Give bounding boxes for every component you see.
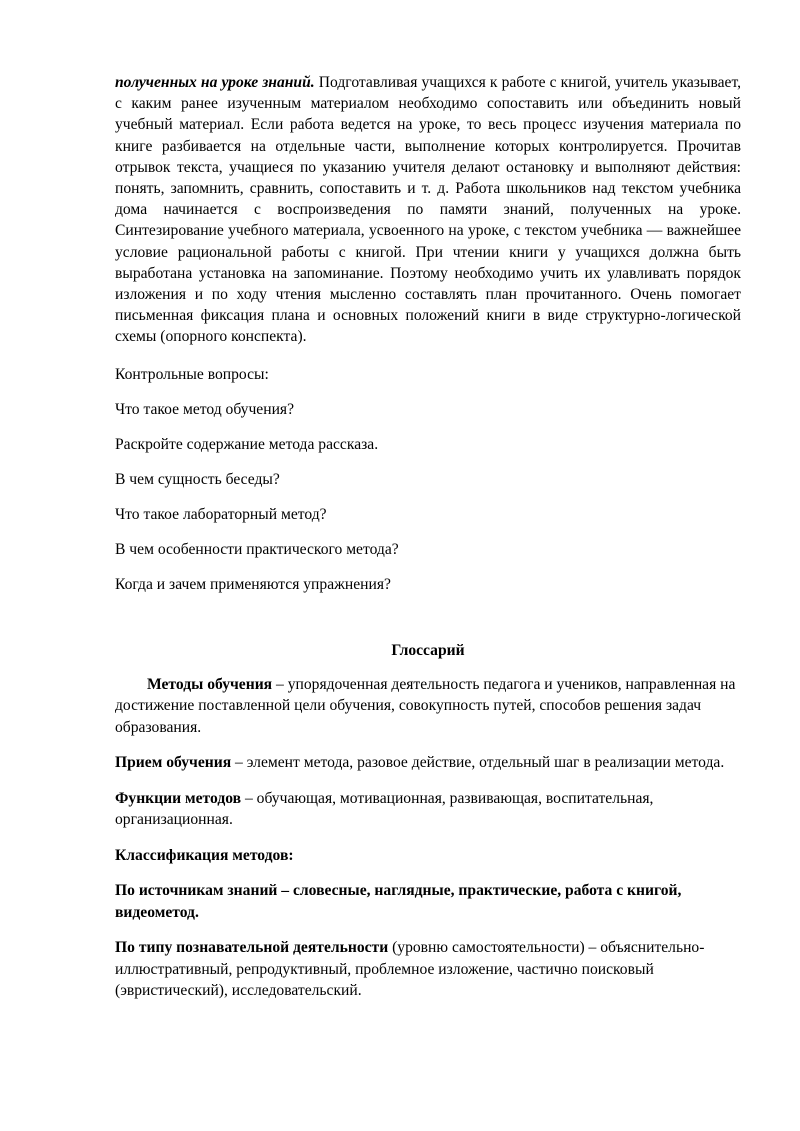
- document-page: [115, 72, 741, 1002]
- glossary-entry: [115, 937, 741, 1002]
- question-item: В чем особенности практического метода?: [115, 540, 399, 558]
- question-item: Что такое метод обучения?: [115, 400, 295, 418]
- glossary-term: По источникам знаний – словесные, наглядные, практические, работа с книгой, видеометод.: [115, 882, 682, 921]
- intro-paragraph: [115, 72, 741, 348]
- glossary-term: Классификация методов:: [115, 846, 294, 864]
- questions-title: Контрольные вопросы:: [115, 365, 269, 383]
- intro-body-text: Подготавливая учащихся к работе с книгой, учитель указывает, с каким ранее изученным материалом необходимо сопоставить или объединить новый учебный материал. Если работа ведется на уроке, то весь процесс изучения материала по книге разбивается на отдельные части, выполнение которых контролируется. Прочитав отрывок текста, учащиеся по указанию учителя делают остановку и выполняют действия: понять, запомнить, сравнить, сопоставить и т. д. Работа школьников над текстом учебника дома начинается с воспроизведения по памяти знаний, полученных на уроке. Синтезирование учебного материала, усвоенного на уроке, с текстом учебника — важнейшее условие рациональной работы с книгой. При чтении книги у учащихся должна быть выработана установка на запоминание. Поэтому необходимо учить их улавливать порядок изложения и по ходу чтения мысленно составлять план прочитанного. Очень помогает письменная фиксация плана и основных положений книги в виде структурно-логической схемы (опорного конспекта).: [115, 74, 741, 346]
- glossary-title: Глоссарий: [391, 641, 465, 659]
- glossary-term: По типу познавательной деятельности: [115, 939, 389, 957]
- glossary-term: Методы обучения: [147, 675, 273, 693]
- glossary-entry: [115, 880, 741, 923]
- question-item: В чем сущность беседы?: [115, 470, 280, 488]
- glossary-definition: – упорядоченная деятельность педагога и учеников, направленная на достижение поставленной цели обучения, совокупность путей, способов решения задач образования.: [115, 675, 736, 736]
- glossary-term: Функции методов: [115, 789, 242, 807]
- glossary-entry: [115, 674, 741, 739]
- glossary-definition: – обучающая, мотивационная, развивающая, воспитательная, организационная.: [115, 789, 654, 829]
- question-item: Когда и зачем применяются упражнения?: [115, 575, 391, 593]
- glossary-definition: (уровню самостоятельности) – объяснительно-иллюстративный, репродуктивный, проблемное изложение, частично поисковый (эвристический), исследовательский.: [115, 939, 705, 1000]
- glossary-entry: [115, 752, 741, 774]
- glossary-entry: [115, 788, 741, 831]
- glossary-definition: – элемент метода, разовое действие, отдельный шаг в реализации метода.: [231, 754, 725, 772]
- glossary-entry: [115, 845, 741, 867]
- question-item: Раскройте содержание метода рассказа.: [115, 435, 379, 453]
- intro-lead-emphasis: полученных на уроке знаний.: [115, 74, 315, 91]
- question-item: Что такое лабораторный метод?: [115, 505, 327, 523]
- glossary-term: Прием обучения: [115, 754, 232, 772]
